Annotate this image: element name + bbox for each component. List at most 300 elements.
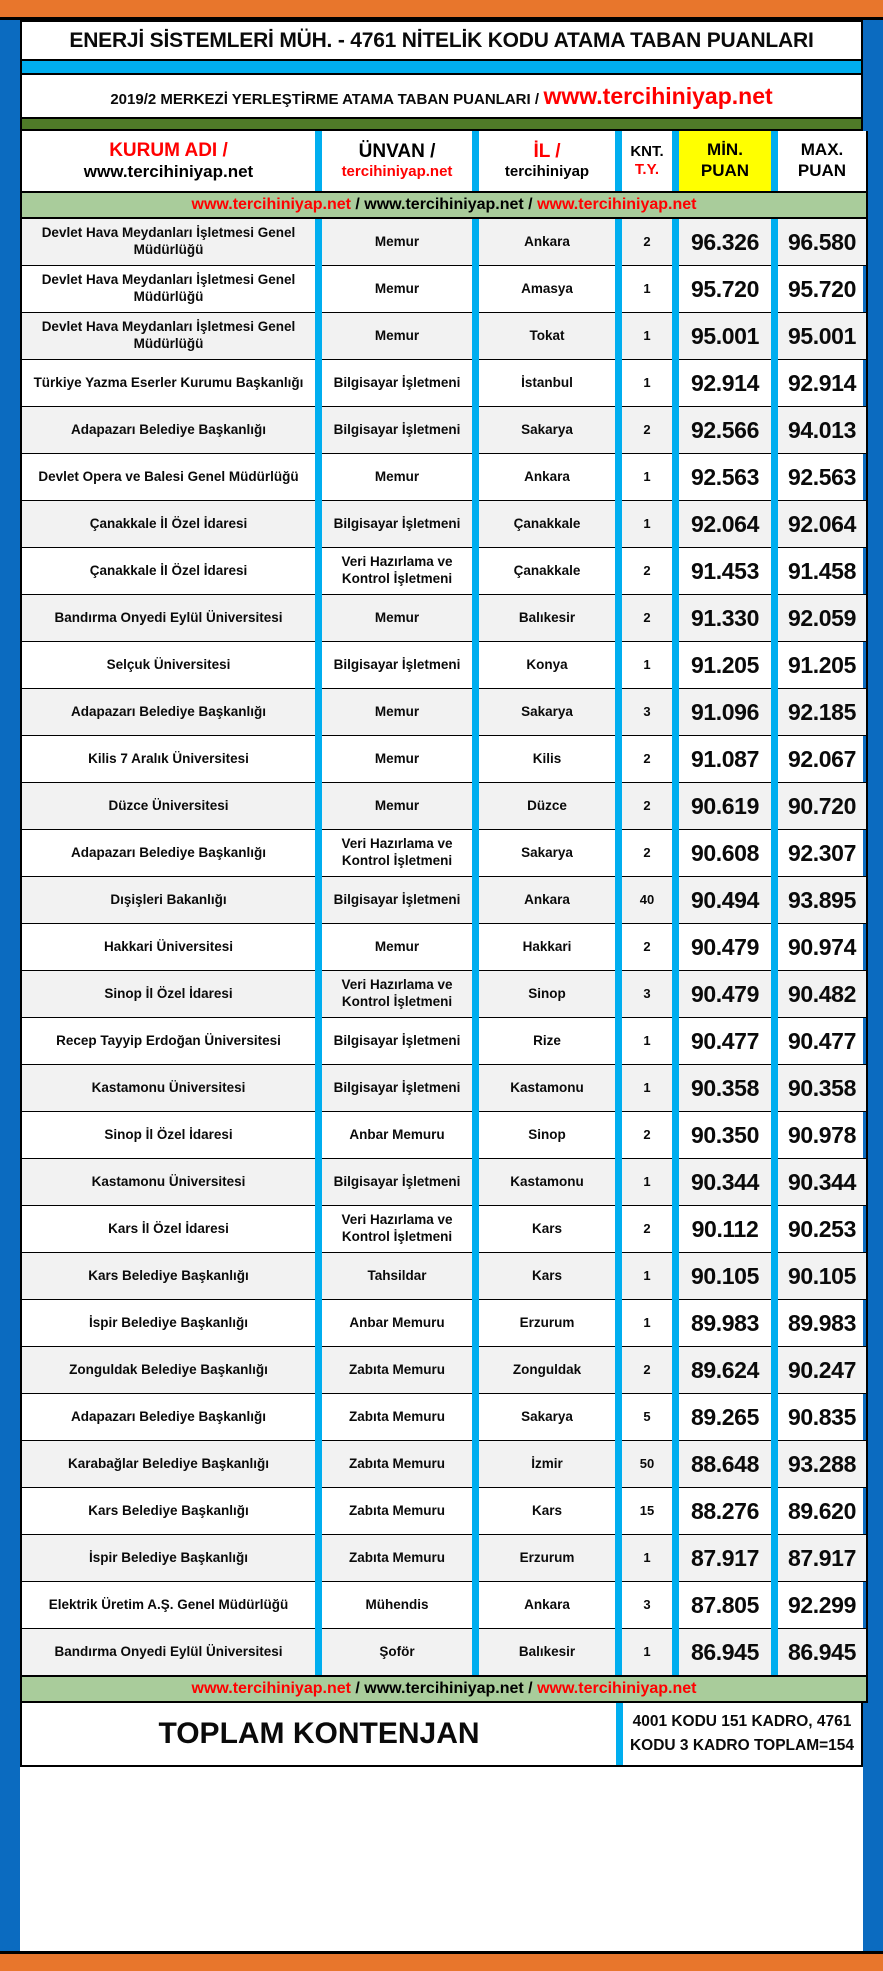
promo-banner-row-bottom xyxy=(21,1676,867,1702)
promo-banner-top-cell xyxy=(21,192,867,218)
cell-kontenjan: 2 xyxy=(622,736,672,783)
row-sep-1 xyxy=(315,971,322,1018)
cell-unvan: Memur xyxy=(322,924,472,971)
cell-kurum: Sinop İl Özel İdaresi xyxy=(21,1112,315,1159)
cell-unvan: Veri Hazırlama ve Kontrol İşletmeni xyxy=(322,971,472,1018)
row-sep-5 xyxy=(771,360,778,407)
promo-top-link-3[interactable]: www.tercihiniyap.net xyxy=(537,196,697,213)
cell-il: Çanakkale xyxy=(479,548,615,595)
row-sep-3 xyxy=(615,454,622,501)
cell-max-puan: 92.185 xyxy=(778,689,867,736)
cell-max-puan: 90.835 xyxy=(778,1394,867,1441)
subtitle-text: 2019/2 MERKEZİ YERLEŞTİRME ATAMA TABAN PUANLARI / xyxy=(110,91,539,108)
cell-kurum: Bandırma Onyedi Eylül Üniversitesi xyxy=(21,1629,315,1677)
row-sep-2 xyxy=(472,1065,479,1112)
kurum-header-line2: www.tercihiniyap.net xyxy=(83,162,254,182)
row-sep-1 xyxy=(315,1441,322,1488)
row-sep-4 xyxy=(672,595,679,642)
row-sep-3 xyxy=(615,313,622,360)
row-sep-4 xyxy=(672,1347,679,1394)
cell-unvan: Memur xyxy=(322,783,472,830)
cell-min-puan: 90.358 xyxy=(679,1065,771,1112)
table-row xyxy=(21,1018,867,1065)
row-sep-1 xyxy=(315,1629,322,1677)
cell-kurum: Adapazarı Belediye Başkanlığı xyxy=(21,1394,315,1441)
cell-max-puan: 95.720 xyxy=(778,266,867,313)
cell-unvan: Bilgisayar İşletmeni xyxy=(322,1065,472,1112)
row-sep-2 xyxy=(472,642,479,689)
row-sep-3 xyxy=(615,971,622,1018)
row-sep-5 xyxy=(771,1347,778,1394)
cell-max-puan: 92.914 xyxy=(778,360,867,407)
row-sep-5 xyxy=(771,830,778,877)
row-sep-4 xyxy=(672,1488,679,1535)
row-sep-4 xyxy=(672,1582,679,1629)
promo-top-link-2[interactable]: www.tercihiniyap.net xyxy=(364,196,524,213)
promo-banner-row-top xyxy=(21,192,867,218)
cell-unvan: Bilgisayar İşletmeni xyxy=(322,501,472,548)
cell-il: Kars xyxy=(479,1253,615,1300)
cell-max-puan: 91.458 xyxy=(778,548,867,595)
row-sep-3 xyxy=(615,1535,622,1582)
row-sep-3 xyxy=(615,1112,622,1159)
table-row xyxy=(21,1394,867,1441)
cell-min-puan: 89.983 xyxy=(679,1300,771,1347)
table-row xyxy=(21,360,867,407)
cell-kontenjan: 3 xyxy=(622,971,672,1018)
cell-kurum: Çanakkale İl Özel İdaresi xyxy=(21,548,315,595)
cell-il: Sakarya xyxy=(479,689,615,736)
cell-unvan: Memur xyxy=(322,595,472,642)
left-blue-rail xyxy=(0,20,20,1951)
unvan-header-line2: tercihiniyap.net xyxy=(341,163,453,181)
cell-unvan: Veri Hazırlama ve Kontrol İşletmeni xyxy=(322,548,472,595)
row-sep-2 xyxy=(472,1488,479,1535)
header-sep-2 xyxy=(472,131,479,192)
row-sep-1 xyxy=(315,1112,322,1159)
cell-unvan: Memur xyxy=(322,454,472,501)
cell-kurum: Kilis 7 Aralık Üniversitesi xyxy=(21,736,315,783)
cell-kontenjan: 1 xyxy=(622,266,672,313)
table-row xyxy=(21,218,867,266)
row-sep-5 xyxy=(771,1159,778,1206)
cell-min-puan: 87.805 xyxy=(679,1582,771,1629)
knt-header-line1: KNT. xyxy=(630,142,664,160)
row-sep-1 xyxy=(315,1488,322,1535)
promo-banner-bottom-cell xyxy=(21,1676,867,1702)
cell-il: Hakkari xyxy=(479,924,615,971)
table-row xyxy=(21,1159,867,1206)
cell-il: Tokat xyxy=(479,313,615,360)
row-sep-4 xyxy=(672,218,679,266)
content-column xyxy=(20,20,863,1767)
table-row xyxy=(21,548,867,595)
cell-il: Kastamonu xyxy=(479,1159,615,1206)
cell-kontenjan: 40 xyxy=(622,877,672,924)
column-header-min-puan xyxy=(679,131,771,192)
row-sep-1 xyxy=(315,1347,322,1394)
promo-bottom-sep-1: / xyxy=(350,1680,365,1697)
cell-min-puan: 95.001 xyxy=(679,313,771,360)
promo-bottom-link-2[interactable]: www.tercihiniyap.net xyxy=(364,1680,524,1697)
cell-max-puan: 92.563 xyxy=(778,454,867,501)
cell-kontenjan: 1 xyxy=(622,1300,672,1347)
header-sep-5 xyxy=(771,131,778,192)
cell-kontenjan: 1 xyxy=(622,1159,672,1206)
promo-top-link-1[interactable]: www.tercihiniyap.net xyxy=(191,196,351,213)
row-sep-5 xyxy=(771,454,778,501)
cell-kontenjan: 1 xyxy=(622,1253,672,1300)
cell-min-puan: 90.477 xyxy=(679,1018,771,1065)
table-row xyxy=(21,1488,867,1535)
cell-min-puan: 92.064 xyxy=(679,501,771,548)
row-sep-5 xyxy=(771,1065,778,1112)
row-sep-4 xyxy=(672,924,679,971)
cell-unvan: Veri Hazırlama ve Kontrol İşletmeni xyxy=(322,830,472,877)
column-header-unvan xyxy=(322,131,472,192)
row-sep-1 xyxy=(315,830,322,877)
table-row xyxy=(21,783,867,830)
row-sep-3 xyxy=(615,1629,622,1677)
row-sep-2 xyxy=(472,313,479,360)
row-sep-1 xyxy=(315,1206,322,1253)
cell-max-puan: 90.253 xyxy=(778,1206,867,1253)
cell-kontenjan: 1 xyxy=(622,313,672,360)
row-sep-1 xyxy=(315,266,322,313)
cell-kontenjan: 1 xyxy=(622,501,672,548)
cell-kurum: Adapazarı Belediye Başkanlığı xyxy=(21,407,315,454)
row-sep-4 xyxy=(672,971,679,1018)
cell-kontenjan: 3 xyxy=(622,689,672,736)
header-sep-4 xyxy=(672,131,679,192)
row-sep-1 xyxy=(315,407,322,454)
cell-kontenjan: 1 xyxy=(622,1065,672,1112)
row-sep-2 xyxy=(472,1018,479,1065)
row-sep-2 xyxy=(472,736,479,783)
table-row xyxy=(21,1629,867,1677)
row-sep-2 xyxy=(472,454,479,501)
footer-sep xyxy=(616,1703,623,1765)
row-sep-4 xyxy=(672,830,679,877)
subtitle-site-link[interactable]: www.tercihiniyap.net xyxy=(543,83,773,109)
row-sep-4 xyxy=(672,642,679,689)
row-sep-4 xyxy=(672,266,679,313)
cell-kurum: Devlet Hava Meydanları İşletmesi Genel Müdürlüğü xyxy=(21,266,315,313)
cell-max-puan: 95.001 xyxy=(778,313,867,360)
table-row xyxy=(21,1206,867,1253)
row-sep-2 xyxy=(472,266,479,313)
row-sep-5 xyxy=(771,1535,778,1582)
table-row xyxy=(21,407,867,454)
cell-il: Kars xyxy=(479,1488,615,1535)
row-sep-3 xyxy=(615,924,622,971)
table-row xyxy=(21,924,867,971)
cell-kurum: Recep Tayyip Erdoğan Üniversitesi xyxy=(21,1018,315,1065)
row-sep-2 xyxy=(472,877,479,924)
table-row xyxy=(21,313,867,360)
row-sep-1 xyxy=(315,454,322,501)
row-sep-2 xyxy=(472,595,479,642)
cell-min-puan: 95.720 xyxy=(679,266,771,313)
cell-max-puan: 90.482 xyxy=(778,971,867,1018)
table-row xyxy=(21,1582,867,1629)
cell-kurum: Türkiye Yazma Eserler Kurumu Başkanlığı xyxy=(21,360,315,407)
cell-unvan: Zabıta Memuru xyxy=(322,1441,472,1488)
row-sep-2 xyxy=(472,218,479,266)
row-sep-3 xyxy=(615,501,622,548)
row-sep-2 xyxy=(472,1206,479,1253)
row-sep-1 xyxy=(315,1018,322,1065)
table-row xyxy=(21,501,867,548)
cell-kontenjan: 1 xyxy=(622,454,672,501)
table-row xyxy=(21,736,867,783)
promo-top-sep-2: / xyxy=(523,196,538,213)
cell-kontenjan: 2 xyxy=(622,1206,672,1253)
cell-unvan: Zabıta Memuru xyxy=(322,1535,472,1582)
cell-max-puan: 90.974 xyxy=(778,924,867,971)
row-sep-5 xyxy=(771,1300,778,1347)
cell-min-puan: 90.608 xyxy=(679,830,771,877)
cell-kurum: Kastamonu Üniversitesi xyxy=(21,1065,315,1112)
row-sep-3 xyxy=(615,1300,622,1347)
row-sep-2 xyxy=(472,360,479,407)
table-row xyxy=(21,1112,867,1159)
bottom-orange-bar xyxy=(0,1954,883,1971)
cell-unvan: Şoför xyxy=(322,1629,472,1677)
cell-min-puan: 86.945 xyxy=(679,1629,771,1677)
row-sep-1 xyxy=(315,736,322,783)
row-sep-1 xyxy=(315,1394,322,1441)
cell-unvan: Bilgisayar İşletmeni xyxy=(322,1018,472,1065)
cell-kontenjan: 2 xyxy=(622,1347,672,1394)
column-header-kurum xyxy=(21,131,315,192)
row-sep-1 xyxy=(315,642,322,689)
row-sep-3 xyxy=(615,1159,622,1206)
cell-kurum: Hakkari Üniversitesi xyxy=(21,924,315,971)
cell-kontenjan: 2 xyxy=(622,924,672,971)
row-sep-1 xyxy=(315,1300,322,1347)
cell-max-puan: 91.205 xyxy=(778,642,867,689)
row-sep-1 xyxy=(315,924,322,971)
cell-max-puan: 87.917 xyxy=(778,1535,867,1582)
row-sep-4 xyxy=(672,313,679,360)
footer-row xyxy=(22,1703,861,1765)
cell-kontenjan: 2 xyxy=(622,548,672,595)
table-row xyxy=(21,689,867,736)
row-sep-4 xyxy=(672,877,679,924)
cell-min-puan: 92.914 xyxy=(679,360,771,407)
promo-bottom-link-3[interactable]: www.tercihiniyap.net xyxy=(537,1680,697,1697)
row-sep-4 xyxy=(672,548,679,595)
top-orange-bar xyxy=(0,0,883,17)
row-sep-4 xyxy=(672,1112,679,1159)
column-header-knt xyxy=(622,131,672,192)
cell-kurum: Bandırma Onyedi Eylül Üniversitesi xyxy=(21,595,315,642)
row-sep-5 xyxy=(771,501,778,548)
column-header-max-puan xyxy=(778,131,867,192)
row-sep-5 xyxy=(771,1394,778,1441)
cell-kurum: İspir Belediye Başkanlığı xyxy=(21,1300,315,1347)
cell-min-puan: 88.276 xyxy=(679,1488,771,1535)
row-sep-5 xyxy=(771,689,778,736)
row-sep-2 xyxy=(472,1253,479,1300)
row-sep-3 xyxy=(615,1347,622,1394)
unvan-header-line1: ÜNVAN / xyxy=(358,141,436,163)
table-row xyxy=(21,1253,867,1300)
cell-il: Ankara xyxy=(479,1582,615,1629)
row-sep-1 xyxy=(315,548,322,595)
cell-unvan: Zabıta Memuru xyxy=(322,1394,472,1441)
row-sep-1 xyxy=(315,218,322,266)
row-sep-1 xyxy=(315,313,322,360)
row-sep-2 xyxy=(472,1300,479,1347)
cell-unvan: Mühendis xyxy=(322,1582,472,1629)
row-sep-4 xyxy=(672,1206,679,1253)
cell-max-puan: 92.064 xyxy=(778,501,867,548)
row-sep-2 xyxy=(472,783,479,830)
row-sep-2 xyxy=(472,1629,479,1677)
row-sep-1 xyxy=(315,1253,322,1300)
cell-kurum: Kastamonu Üniversitesi xyxy=(21,1159,315,1206)
row-sep-3 xyxy=(615,1488,622,1535)
row-sep-4 xyxy=(672,501,679,548)
row-sep-4 xyxy=(672,736,679,783)
table-row xyxy=(21,266,867,313)
row-sep-5 xyxy=(771,218,778,266)
row-sep-3 xyxy=(615,360,622,407)
cell-il: Ankara xyxy=(479,454,615,501)
cell-il: Zonguldak xyxy=(479,1347,615,1394)
cell-il: Kastamonu xyxy=(479,1065,615,1112)
cell-il: Konya xyxy=(479,642,615,689)
cell-max-puan: 90.720 xyxy=(778,783,867,830)
cell-min-puan: 90.350 xyxy=(679,1112,771,1159)
row-sep-3 xyxy=(615,1582,622,1629)
row-sep-2 xyxy=(472,1112,479,1159)
row-sep-5 xyxy=(771,971,778,1018)
promo-bottom-link-1[interactable]: www.tercihiniyap.net xyxy=(191,1680,351,1697)
row-sep-5 xyxy=(771,736,778,783)
cell-il: Düzce xyxy=(479,783,615,830)
row-sep-1 xyxy=(315,360,322,407)
cell-unvan: Memur xyxy=(322,313,472,360)
row-sep-2 xyxy=(472,1441,479,1488)
quota-note-line1: 4001 KODU 151 KADRO, 4761 xyxy=(632,1712,852,1730)
row-sep-1 xyxy=(315,1582,322,1629)
table-row xyxy=(21,877,867,924)
il-header-line1: İL / xyxy=(533,141,561,163)
cell-kontenjan: 15 xyxy=(622,1488,672,1535)
row-sep-3 xyxy=(615,830,622,877)
row-sep-5 xyxy=(771,924,778,971)
row-sep-4 xyxy=(672,1441,679,1488)
title-banner xyxy=(20,20,863,59)
cell-kontenjan: 3 xyxy=(622,1582,672,1629)
row-sep-1 xyxy=(315,501,322,548)
row-sep-2 xyxy=(472,830,479,877)
row-sep-1 xyxy=(315,783,322,830)
cell-max-puan: 89.983 xyxy=(778,1300,867,1347)
header-sep-3 xyxy=(615,131,622,192)
cell-kontenjan: 1 xyxy=(622,642,672,689)
row-sep-1 xyxy=(315,1159,322,1206)
footer-table xyxy=(22,1703,861,1765)
cell-unvan: Memur xyxy=(322,736,472,783)
promo-top-sep-1: / xyxy=(350,196,365,213)
row-sep-3 xyxy=(615,218,622,266)
cell-min-puan: 91.096 xyxy=(679,689,771,736)
cell-il: Amasya xyxy=(479,266,615,313)
cell-kontenjan: 2 xyxy=(622,1112,672,1159)
row-sep-4 xyxy=(672,783,679,830)
cell-kontenjan: 1 xyxy=(622,1018,672,1065)
row-sep-3 xyxy=(615,595,622,642)
quota-note xyxy=(623,1703,861,1765)
cell-unvan: Memur xyxy=(322,218,472,266)
cell-min-puan: 92.566 xyxy=(679,407,771,454)
cell-kontenjan: 1 xyxy=(622,360,672,407)
row-sep-5 xyxy=(771,407,778,454)
cell-max-puan: 90.105 xyxy=(778,1253,867,1300)
cell-min-puan: 89.265 xyxy=(679,1394,771,1441)
row-sep-4 xyxy=(672,360,679,407)
cell-min-puan: 90.479 xyxy=(679,971,771,1018)
row-sep-5 xyxy=(771,1488,778,1535)
cell-min-puan: 90.494 xyxy=(679,877,771,924)
cell-il: Ankara xyxy=(479,218,615,266)
cell-il: Kars xyxy=(479,1206,615,1253)
row-sep-5 xyxy=(771,642,778,689)
cell-unvan: Memur xyxy=(322,689,472,736)
cell-unvan: Bilgisayar İşletmeni xyxy=(322,1159,472,1206)
cell-kontenjan: 2 xyxy=(622,407,672,454)
cell-kontenjan: 2 xyxy=(622,830,672,877)
cell-kurum: Devlet Hava Meydanları İşletmesi Genel Müdürlüğü xyxy=(21,313,315,360)
row-sep-1 xyxy=(315,1535,322,1582)
table-row xyxy=(21,1065,867,1112)
row-sep-5 xyxy=(771,313,778,360)
cell-il: Çanakkale xyxy=(479,501,615,548)
cell-min-puan: 91.087 xyxy=(679,736,771,783)
cell-kurum: Selçuk Üniversitesi xyxy=(21,642,315,689)
footer-section xyxy=(20,1703,863,1767)
table-row xyxy=(21,830,867,877)
cell-il: Sinop xyxy=(479,1112,615,1159)
cell-kurum: Dışişleri Bakanlığı xyxy=(21,877,315,924)
cell-kurum: Devlet Opera ve Balesi Genel Müdürlüğü xyxy=(21,454,315,501)
row-sep-5 xyxy=(771,877,778,924)
cell-il: Ankara xyxy=(479,877,615,924)
row-sep-2 xyxy=(472,924,479,971)
cell-kontenjan: 1 xyxy=(622,1629,672,1677)
max-header-line1: MAX. xyxy=(800,140,844,160)
scores-table xyxy=(20,131,868,1703)
row-sep-2 xyxy=(472,689,479,736)
cell-min-puan: 91.453 xyxy=(679,548,771,595)
row-sep-4 xyxy=(672,1535,679,1582)
cell-min-puan: 90.105 xyxy=(679,1253,771,1300)
cell-kurum: Adapazarı Belediye Başkanlığı xyxy=(21,689,315,736)
table-row xyxy=(21,1441,867,1488)
cell-max-puan: 92.307 xyxy=(778,830,867,877)
row-sep-3 xyxy=(615,1441,622,1488)
row-sep-4 xyxy=(672,454,679,501)
subtitle-banner xyxy=(20,75,863,119)
row-sep-2 xyxy=(472,548,479,595)
row-sep-5 xyxy=(771,1112,778,1159)
cell-kurum: İspir Belediye Başkanlığı xyxy=(21,1535,315,1582)
row-sep-5 xyxy=(771,1206,778,1253)
